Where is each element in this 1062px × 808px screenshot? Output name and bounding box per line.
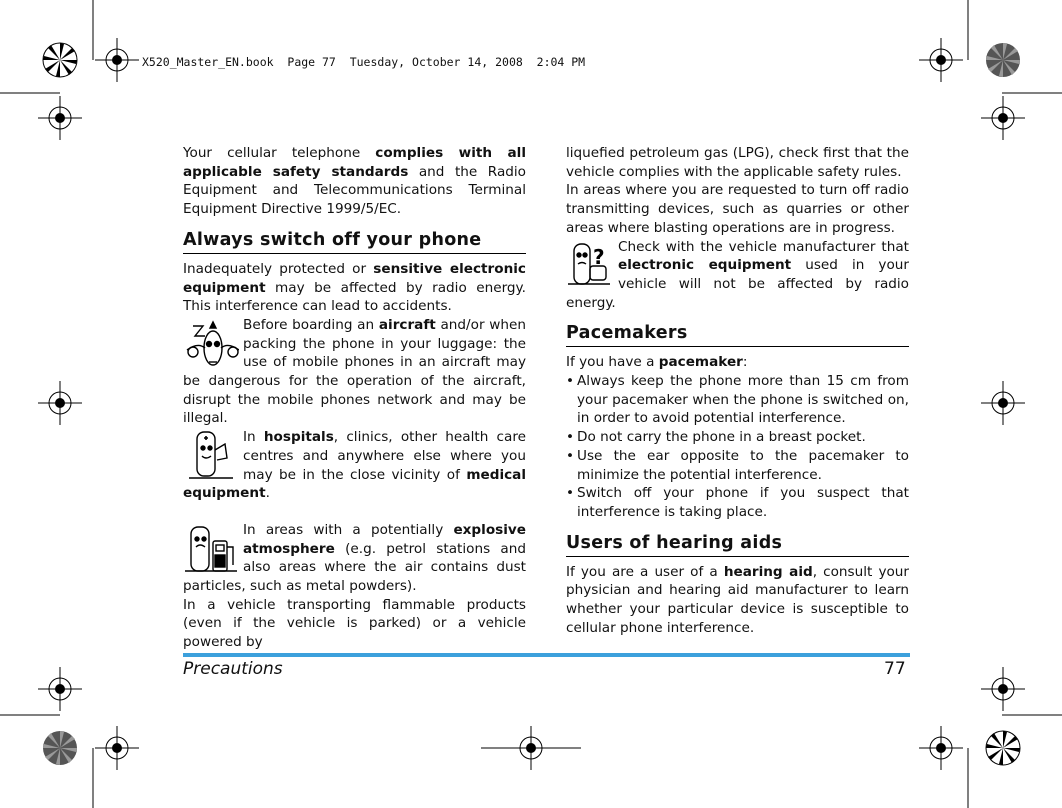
radio-off-paragraph: In areas where you are requested to turn off radio transmitting devices, such as quarries or other areas where blasting operations are in progress. <box>566 182 909 236</box>
list-item: • Switch off your phone if you suspect that interference is taking place. <box>566 484 909 521</box>
sensitive-equipment-paragraph: Inadequately protected or sensitive electronic equipment may be affected by radio energy. This interference can lead to accidents. <box>183 260 526 315</box>
explosive-paragraph: In areas with a potentially explosive atmosphere (e.g. petrol stations and also areas where the air contains dust particles, such as metal powders). <box>183 521 526 595</box>
list-item: • Use the ear opposite to the pacemaker to minimize the potential interference. <box>566 447 909 484</box>
vehicle-check-paragraph: Check with the vehicle manufacturer that electronic equipment used in your vehicle will not be affected by radio energy. <box>566 238 909 311</box>
left-column <box>183 144 526 652</box>
list-item: • Do not carry the phone in a breast pocket. <box>566 428 909 447</box>
petrol-station-icon <box>183 523 239 575</box>
vehicle-paragraph: In a vehicle transporting flammable products (even if the vehicle is parked) or a vehicle powered by <box>183 596 526 651</box>
hospitals-paragraph: In hospitals, clinics, other health care centres and anywhere else where you may be in the close vicinity of medical equipment. <box>183 429 526 502</box>
pacemaker-intro: If you have a pacemaker: <box>566 354 748 371</box>
aircraft-paragraph: Before boarding an aircraft and/or when packing the phone in your luggage: the use of mobile phones in an aircraft may be dangerous for the operation of the aircraft, disrupt the mobile phones network and may be illegal. <box>183 316 526 427</box>
star-target-tl <box>43 43 77 77</box>
page-number: 77 <box>884 659 906 679</box>
heading-pacemakers: Pacemakers <box>566 322 909 347</box>
star-target-tr <box>986 43 1020 77</box>
hearing-aid-paragraph: If you are a user of a hearing aid, consult your physician and hearing aid manufacturer to learn whether your particular device is susceptible to cellular phone interference. <box>566 563 910 636</box>
pacemaker-bullets <box>566 372 909 522</box>
svg-text:?: ? <box>593 244 605 269</box>
aircraft-icon <box>183 318 239 370</box>
star-target-br <box>986 731 1020 765</box>
lpg-paragraph: liquefied petroleum gas (LPG), check first that the vehicle complies with the applicable safety rules. <box>566 145 909 180</box>
footer-section-title: Precautions <box>183 659 283 679</box>
hospital-phone-icon <box>183 430 239 482</box>
vehicle-check-icon <box>566 240 612 288</box>
star-target-bl <box>43 731 77 765</box>
footer-rule <box>183 653 910 657</box>
print-header: X520_Master_EN.book Page 77 Tuesday, October 14, 2008 2:04 PM <box>142 55 586 69</box>
heading-hearing-aids: Users of hearing aids <box>566 532 909 557</box>
list-item: • Always keep the phone more than 15 cm from your pacemaker when the phone is switched on, in order to avoid potential interference. <box>566 372 909 428</box>
right-column <box>566 144 909 637</box>
heading-switch-off: Always switch off your phone <box>183 229 526 254</box>
intro-paragraph: Your cellular telephone complies with all applicable safety standards and the Radio Equipment and Telecommunications Terminal Equipment Directive 1999/5/EC. <box>183 145 527 218</box>
